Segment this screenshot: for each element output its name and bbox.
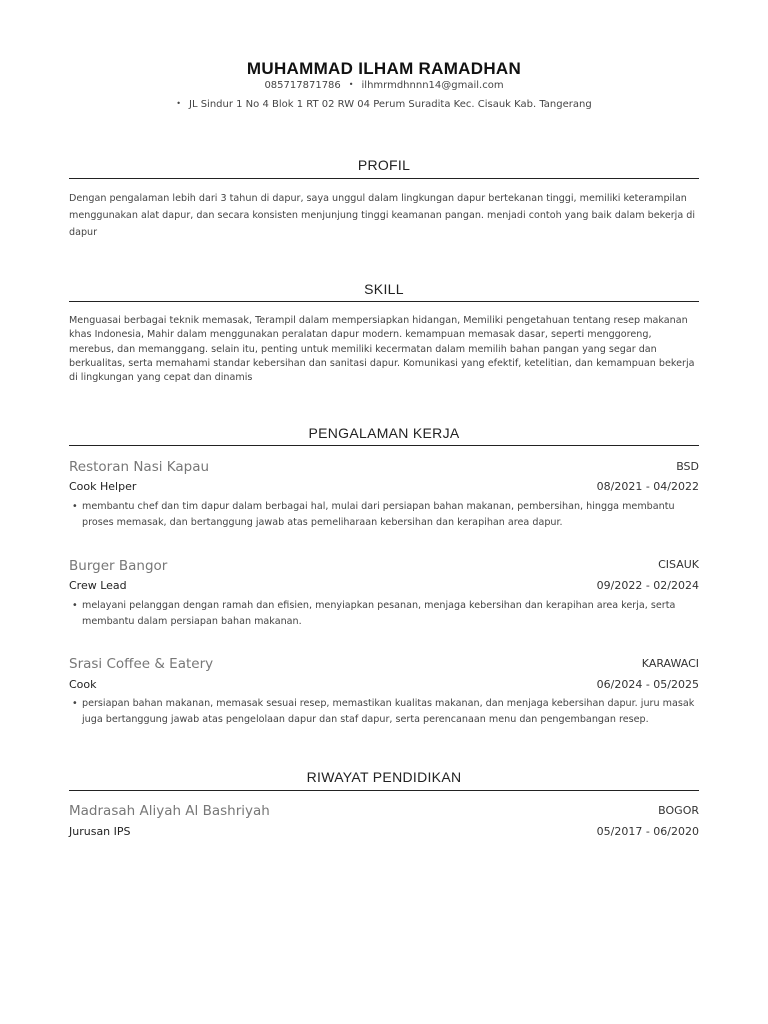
experience-location: CISAUK <box>658 558 699 571</box>
section-title-experience: PENGALAMAN KERJA <box>308 425 460 441</box>
list-item: • persiapan bahan makanan, memasak sesuai resep, memastikan kualitas makanan, dan menjaga kebersihan dapur. juru masak juga bertanggung jawab atas pengelolaan dapur dan staf dapur, serta perencanaan menu dan pengembangan resep. <box>69 696 699 728</box>
experience-role: Crew Lead <box>69 579 127 592</box>
section-divider <box>69 790 699 791</box>
experience-dates: 06/2024 - 05/2025 <box>596 678 699 691</box>
experience-bullets <box>69 598 699 630</box>
education-school: Madrasah Aliyah Al Bashriyah <box>69 803 270 819</box>
experience-company: Burger Bangor <box>69 558 168 574</box>
candidate-name: MUHAMMAD ILHAM RAMADHAN <box>246 59 522 78</box>
experience-location: KARAWACI <box>641 657 699 670</box>
bullet-separator: • <box>348 80 354 89</box>
experience-role: Cook <box>69 678 97 691</box>
section-title-profil: PROFIL <box>357 157 411 173</box>
profil-text: Dengan pengalaman lebih dari 3 tahun di dapur, saya unggul dalam lingkungan dapur bertekanan tinggi, memiliki keterampilan menggunakan alat dapur, dan secara konsisten menjunjung tinggi keamanan pangan. menjadi contoh yang baik dalam bekerja di dapur <box>69 193 696 238</box>
bullet-separator: • <box>176 99 181 108</box>
experience-role: Cook Helper <box>69 480 137 493</box>
phone-number: 085717871786 <box>264 80 341 91</box>
education-dates: 05/2017 - 06/2020 <box>596 825 699 838</box>
section-title-education: RIWAYAT PENDIDIKAN <box>306 769 462 785</box>
experience-dates: 08/2021 - 04/2022 <box>596 480 699 493</box>
section-divider <box>69 301 699 302</box>
list-item: • melayani pelanggan dengan ramah dan efisien, menyiapkan pesanan, menjaga kebersihan dan kerapihan area kerja, serta membantu dalam persiapan bahan makanan. <box>69 598 699 630</box>
section-divider <box>69 178 699 179</box>
experience-bullets <box>69 499 699 531</box>
section-title-skill: SKILL <box>364 281 404 297</box>
experience-company: Srasi Coffee & Eatery <box>69 656 214 672</box>
experience-bullets <box>69 696 699 728</box>
contact-line <box>0 80 768 91</box>
education-major: Jurusan IPS <box>69 825 131 838</box>
email-address: ilhmrmdhnnn14@gmail.com <box>361 80 504 91</box>
skill-text: Menguasai berbagai teknik memasak, Terampil dalam mempersiapkan hidangan, Memiliki pengetahuan tentang resep makanan khas Indonesia, Mahir dalam menggunakan peralatan dapur modern. kemampuan memasak dasar, seperti menggoreng, merebus, dan memanggang. selain itu, penting untuk memiliki kecermatan dalam memilih bahan pangan yang segar dan berkualitas, serta memahami standar kebersihan dan sanitasi dapur. Komunikasi yang efektif, ketelitian, dan kemampuan bekerja di lingkungan yang cepat dan dinamis <box>69 315 695 384</box>
experience-location: BSD <box>676 460 699 473</box>
education-location: BOGOR <box>658 804 699 817</box>
list-item: • membantu chef dan tim dapur dalam berbagai hal, mulai dari persiapan bahan makanan, pembersihan, hingga membantu proses memasak, dan bertanggung jawab atas pemeliharaan kebersihan dan kerapihan area dapur. <box>69 499 699 531</box>
experience-dates: 09/2022 - 02/2024 <box>596 579 699 592</box>
address-line <box>0 99 768 110</box>
experience-company: Restoran Nasi Kapau <box>69 459 210 475</box>
home-address: JL Sindur 1 No 4 Blok 1 RT 02 RW 04 Perum Suradita Kec. Cisauk Kab. Tangerang <box>189 99 592 110</box>
section-divider <box>69 445 699 446</box>
